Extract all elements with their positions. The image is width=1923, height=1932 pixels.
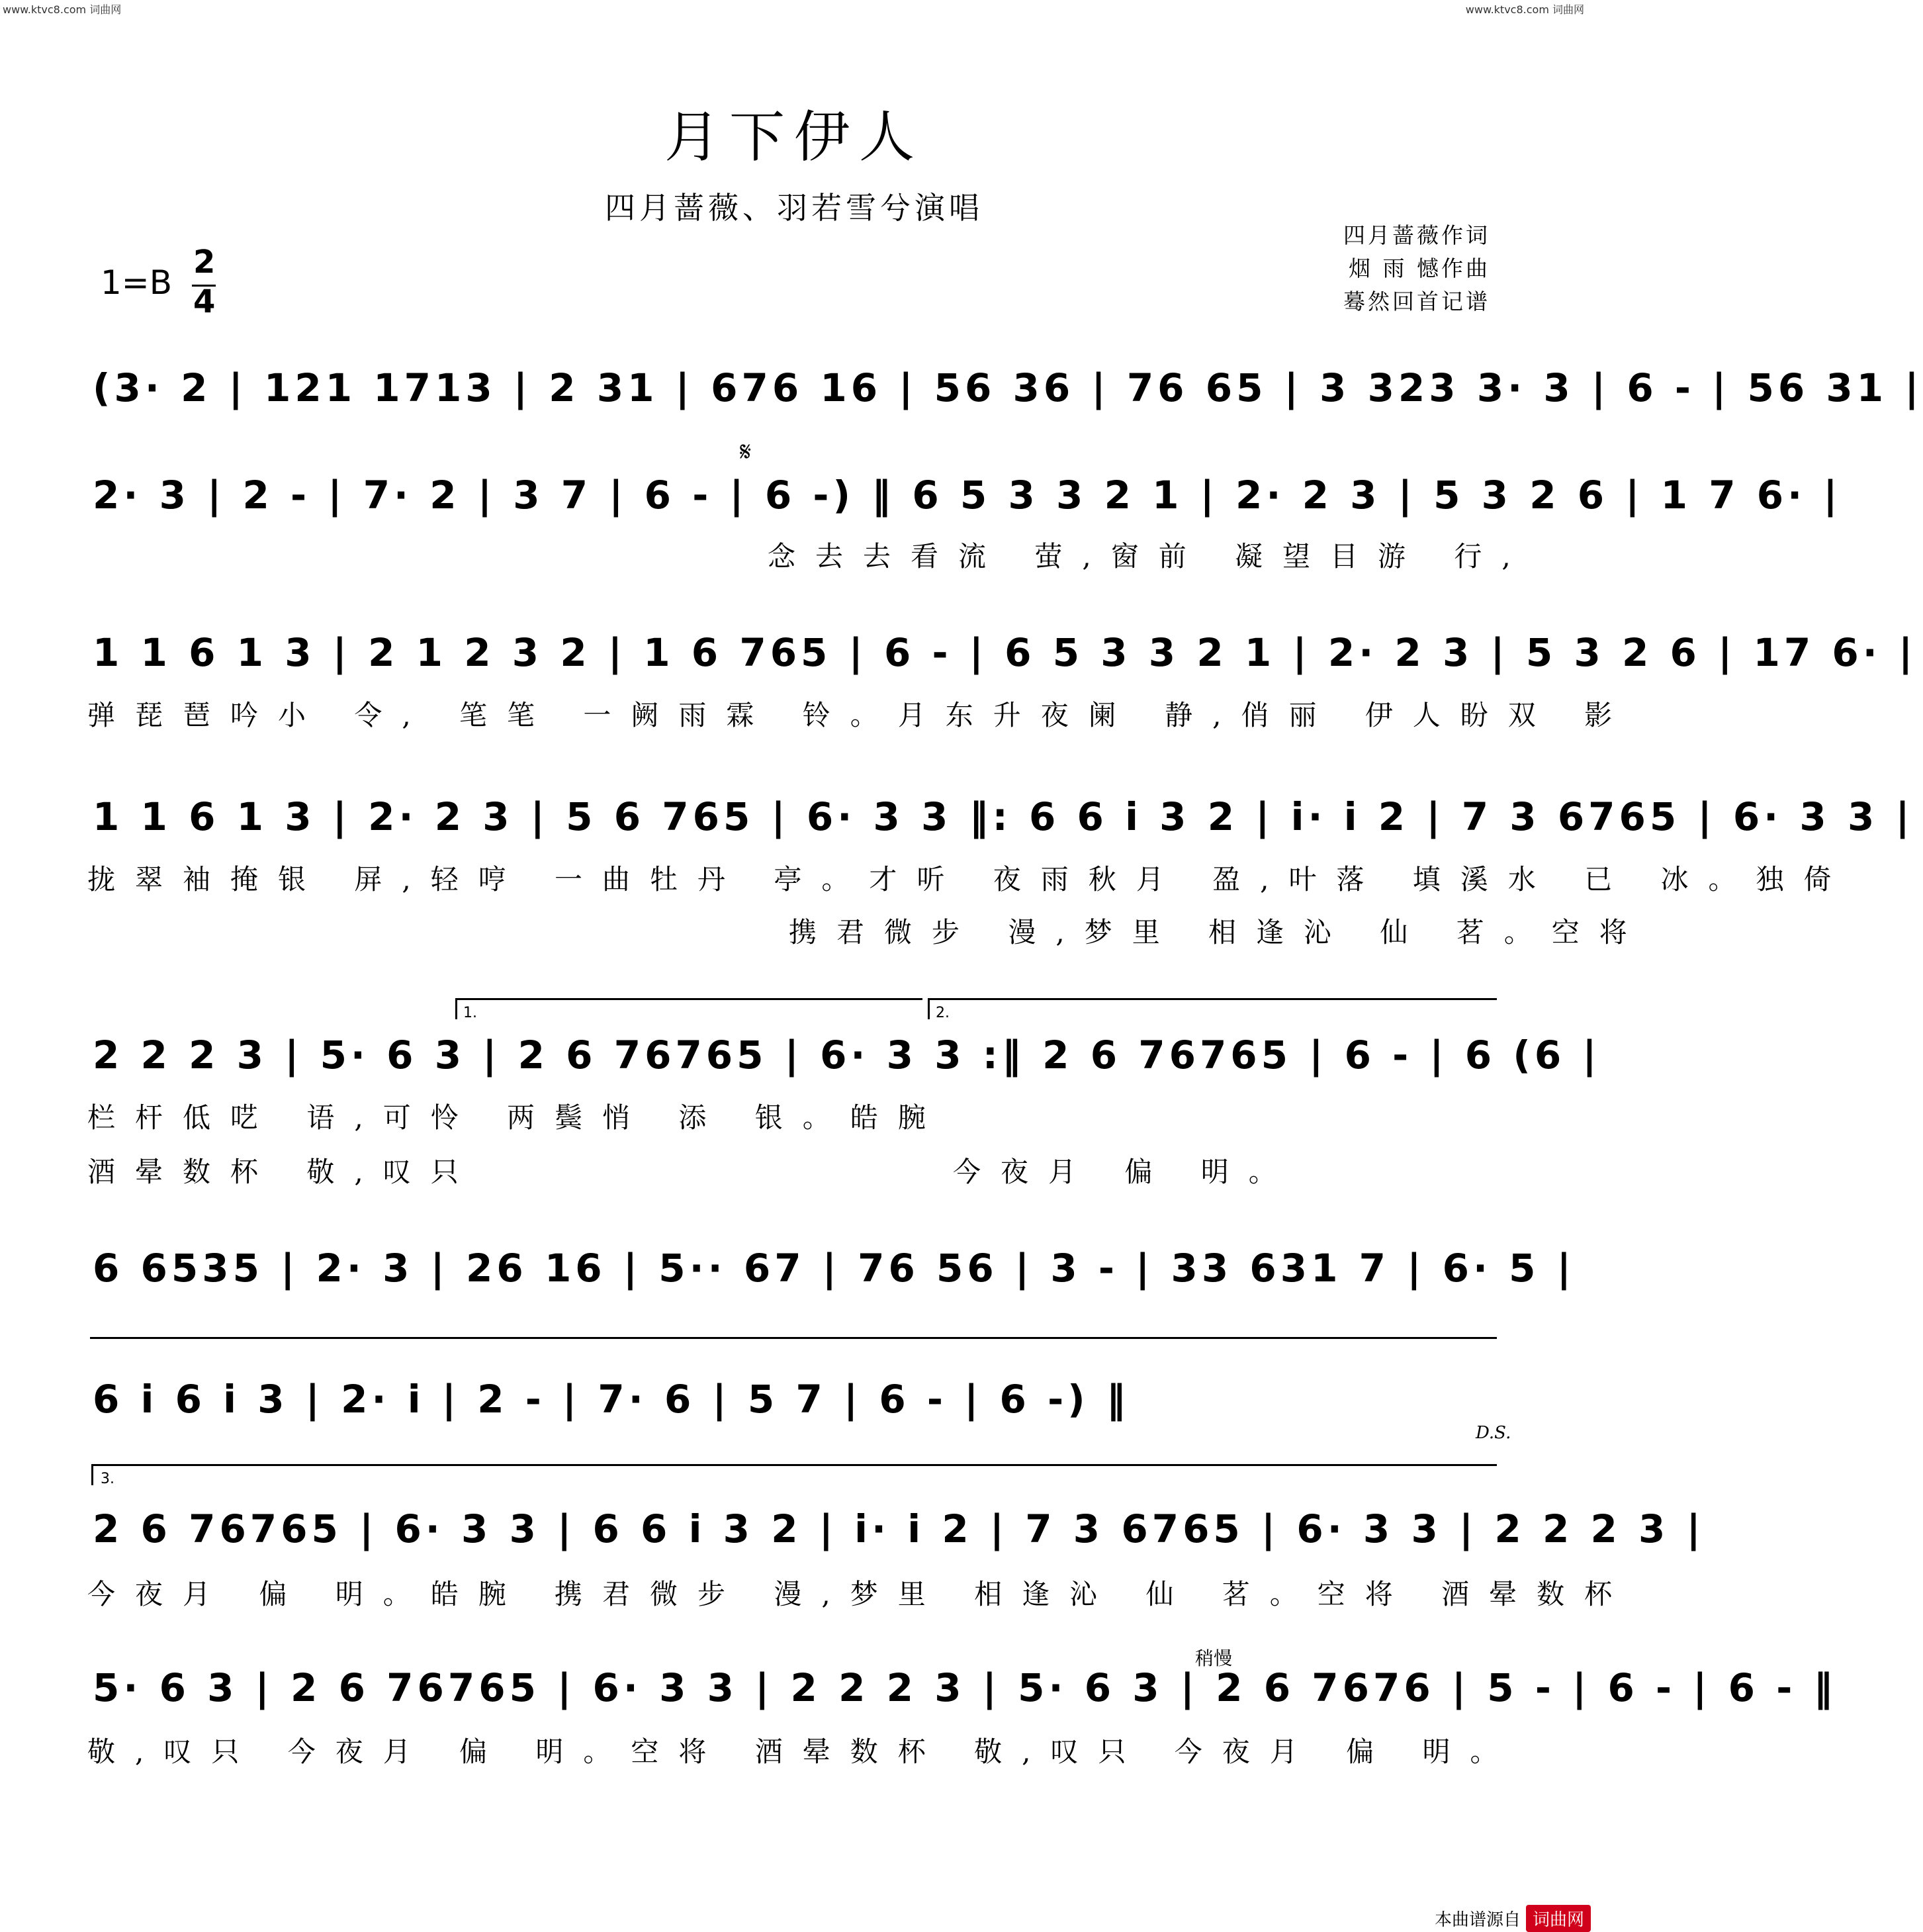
notation-line-8: 2 6 76765 | 6· 3 3 | 6 6 i 3 2 | i· i 2 | 7 3 6765 | 6· 3 3 | 2 2 2 3 |: [93, 1506, 1705, 1551]
volta-2-bracket: [928, 998, 1497, 1000]
volta-1-label: 1.: [463, 1005, 477, 1021]
volta-3-label: 3.: [101, 1471, 114, 1487]
time-signature-bottom: 4: [193, 283, 216, 320]
lyric-line-5c: 今夜月 偏 明。: [953, 1156, 1296, 1188]
watermark-right: www.ktvc8.com 词曲网: [1465, 3, 1584, 16]
notation-line-7: 6 i 6 i 3 | 2· i | 2 - | 7· 6 | 5 7 | 6 - | 6 -) ‖: [93, 1377, 1130, 1422]
notation-line-2: 2· 3 | 2 - | 7· 2 | 3 7 | 6 - | 6 -) ‖ 6 5 3 3 2 1 | 2· 2 3 | 5 3 2 6 | 1 7 6· |: [93, 473, 1842, 518]
performers: 四月蔷薇、羽若雪兮演唱: [605, 190, 983, 226]
tempo-mark: 稍慢: [1195, 1647, 1233, 1669]
lyric-line-2: 念去去看流 萤,窗前 凝望目游 行,: [768, 540, 1531, 573]
notation-line-4: 1 1 6 1 3 | 2· 2 3 | 5 6 765 | 6· 3 3 ‖: 6 6 i 3 2 | i· i 2 | 7 3 6765 | 6· 3 3 |: [93, 794, 1914, 839]
volta-2-label: 2.: [936, 1005, 950, 1021]
lyricist-credit: 四月蔷薇作词: [1343, 222, 1490, 248]
footer-logo[interactable]: 词曲网: [1526, 1905, 1591, 1932]
lyric-line-8: 今夜月 偏 明。皓腕 携君微步 漫,梦里 相逢沁 仙 茗。空将 酒晕数杯: [87, 1578, 1632, 1610]
volta-1-bracket: [455, 998, 922, 1000]
transcriber-credit: 蓦然回首记谱: [1343, 289, 1490, 314]
lyric-line-3: 弹琵琶吟小 令, 笔笔 一阙雨霖 铃。月东升夜阑 静,俏丽 伊人盼双 影: [87, 699, 1632, 731]
volta-3-hook: [91, 1464, 93, 1485]
key-signature: 1=B: [101, 263, 173, 302]
notation-line-6: 6 6535 | 2· 3 | 26 16 | 5·· 67 | 76 56 | 3 - | 33 631 7 | 6· 5 |: [93, 1246, 1575, 1291]
segno-sign: 𝄋: [740, 437, 752, 467]
lyric-line-5b: 酒晕数杯 敬,叹只: [87, 1156, 478, 1188]
song-title: 月下伊人: [664, 105, 924, 169]
lyric-line-4b: 携君微步 漫,梦里 相逢沁 仙 茗。空将: [789, 916, 1647, 948]
volta-3-bracket: [91, 1464, 1497, 1466]
time-signature-top: 2: [193, 244, 216, 281]
watermark-left: www.ktvc8.com 词曲网: [3, 3, 122, 16]
footer-source: 本曲谱源自: [1435, 1910, 1521, 1930]
lyric-line-4a: 拢翠袖掩银 屏,轻哼 一曲牡丹 亭。才听 夜雨秋月 盈,叶落 填溪水 已 冰。独倚: [87, 863, 1852, 896]
notation-line-9: 5· 6 3 | 2 6 76765 | 6· 3 3 | 2 2 2 3 | 5· 6 3 | 2 6 7676 | 5 - | 6 - | 6 - ‖: [93, 1665, 1837, 1710]
notation-line-1: (3· 2 | 121 1713 | 2 31 | 676 16 | 56 36 | 76 65 | 3 323 3· 3 | 6 - | 56 31 |: [93, 365, 1923, 410]
composer-credit: 烟 雨 憾作曲: [1349, 255, 1490, 281]
system-divider: [90, 1337, 1497, 1339]
notation-line-5: 2 2 2 3 | 5· 6 3 | 2 6 76765 | 6· 3 3 :‖ 2 6 76765 | 6 - | 6 (6 |: [93, 1033, 1601, 1078]
dal-segno-mark: D.S.: [1476, 1423, 1511, 1443]
lyric-line-9: 敬,叹只 今夜月 偏 明。空将 酒晕数杯 敬,叹只 今夜月 偏 明。: [87, 1735, 1518, 1768]
volta-2-hook: [928, 998, 930, 1019]
volta-1-hook: [455, 998, 457, 1019]
notation-line-3: 1 1 6 1 3 | 2 1 2 3 2 | 1 6 765 | 6 - | 6 5 3 3 2 1 | 2· 2 3 | 5 3 2 6 | 17 6· |: [93, 630, 1917, 675]
lyric-line-5a: 栏杆低呓 语,可怜 两鬓悄 添 银。皓腕: [87, 1101, 946, 1134]
